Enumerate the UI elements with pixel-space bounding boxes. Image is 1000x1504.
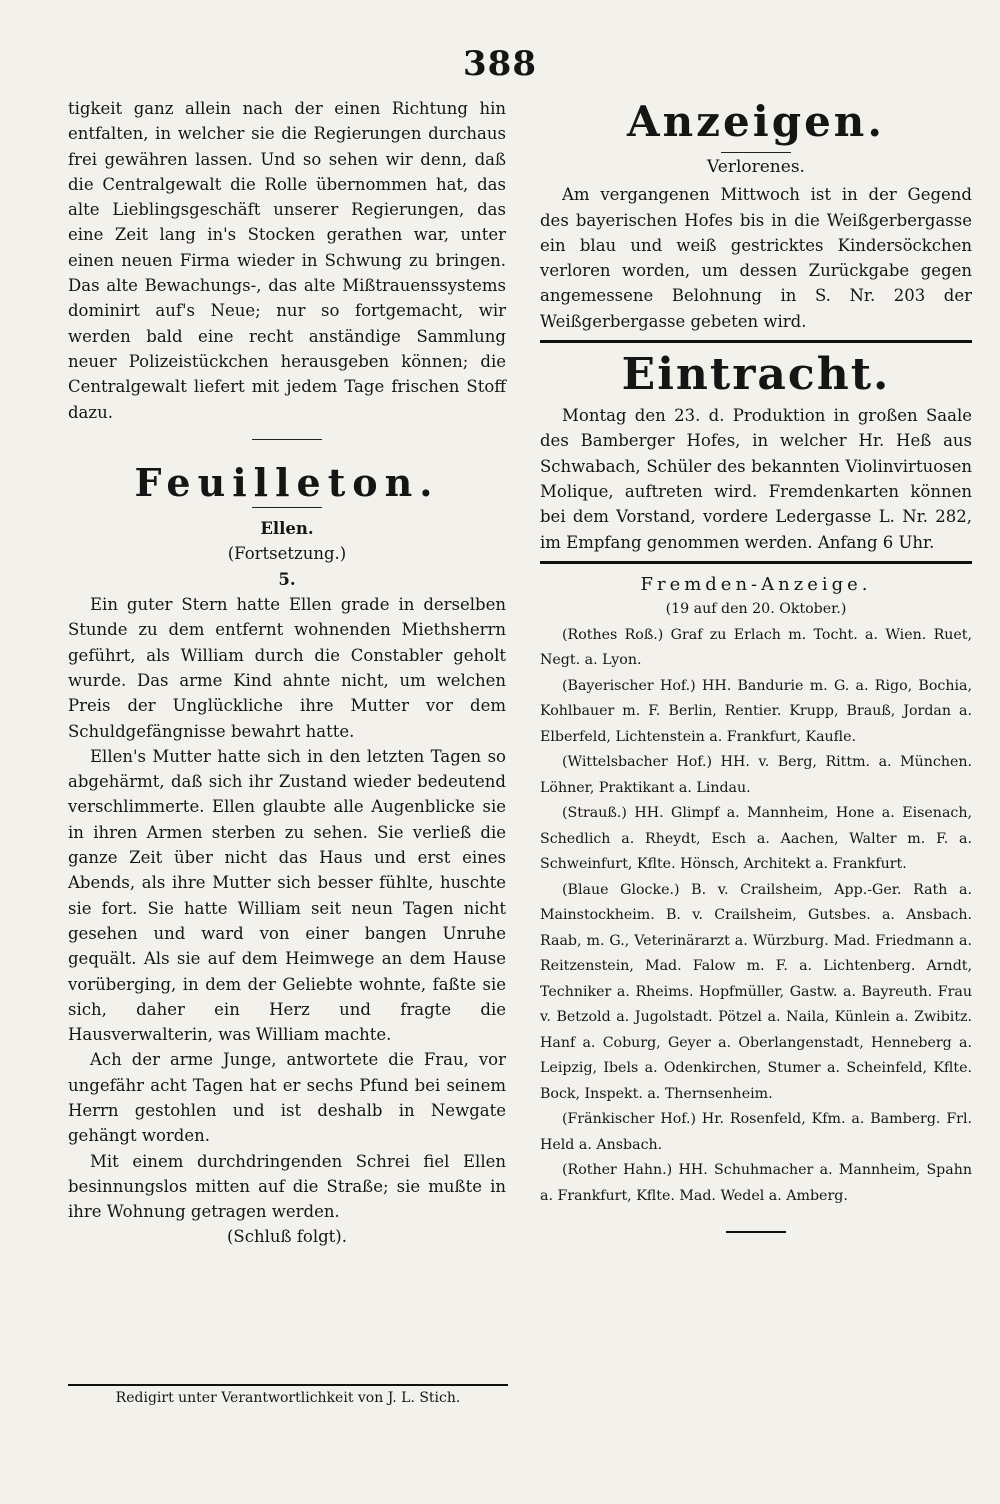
- left-column: [68, 96, 506, 1250]
- story-paragraph: Mit einem durchdringenden Schrei fiel Ellen besinnungslos mitten auf die Straße; sie mußte in ihre Wohnung getragen werden.: [68, 1151, 506, 1222]
- fremden-entry: (Blaue Glocke.) B. v. Crailsheim, App.-Ger. Rath a. Mainstockheim. B. v. Crailsheim, Gutsbes. a. Ansbach. Raab, m. G., Veterinärarzt a. Würzburg. Mad. Friedmann a. Reitzenstein, Mad. Falow m. F. a. Lichtenberg. Arndt, Techniker a. Rheims. Hopfmüller, Gastw. a. Bayreuth. Frau v. Betzold a. Jugolstadt. Pötzel a. Naila, Künlein a. Zwibitz. Hanf a. Coburg, Geyer a. Oberlangenstadt, Henneberg a. Leipzig, Ibels a. Odenkirchen, Stumer a. Scheinfeld, Kflte. Bock, Inspekt. a. Thernsenheim.: [540, 881, 972, 1102]
- continuation-note: (Fortsetzung.): [227, 544, 347, 564]
- verlorenes-heading: Verlorenes.: [707, 157, 805, 177]
- divider: [721, 152, 791, 153]
- feuilleton-title: Feuilleton.: [134, 459, 440, 505]
- fremden-entry: (Rothes Roß.) Graf zu Erlach m. Tocht. a. Wien. Ruet, Negt. a. Lyon.: [540, 626, 972, 669]
- right-column: [540, 96, 972, 1233]
- fremden-date: (19 auf den 20. Oktober.): [665, 601, 847, 618]
- fremden-entry: (Fränkischer Hof.) Hr. Rosenfeld, Kfm. a. Bamberg. Frl. Held a. Ansbach.: [540, 1111, 972, 1153]
- eintracht-title: Eintracht.: [621, 349, 891, 401]
- editor-footer: Redigirt unter Verantwortlichkeit von J. L. Stich.: [68, 1384, 508, 1406]
- fremden-entry: (Bayerischer Hof.) HH. Bandurie m. G. a. Rigo, Bochia, Kohlbauer m. F. Berlin, Rentier. Krupp, Brauß, Jordan a. Elberfeld, Lichtenstein a. Frankfurt, Kaufle.: [540, 677, 972, 745]
- fremden-entry: (Strauß.) HH. Glimpf a. Mannheim, Hone a. Eisenach, Schedlich a. Rheydt, Esch a. Aachen, Walter m. F. a. Schweinfurt, Kflte. Hönsch, Architekt a. Frankfurt.: [540, 805, 972, 873]
- divider: [252, 507, 322, 508]
- story-paragraph: Ellen's Mutter hatte sich in den letzten Tagen so abgehärmt, daß sich ihr Zustand wieder bedeutend verschlimmerte. Ellen glaubte alle Augenblicke sie in ihren Armen sterben zu sehen. Sie verließ die ganze Zeit über nicht das Haus und erst eines Abends, als ihre Mutter sich besser fühlte, huschte sie fort. Sie hatte William seit neun Tagen nicht gesehen und ward von einer bangen Unruhe gequält. Als sie auf dem Heimwege an dem Hause vorüberging, in dem der Geliebte wohnte, faßte sie sich, daher ein Herz und fragte die Hausverwalterin, was William machte.: [68, 746, 506, 1045]
- fremden-entry: (Rother Hahn.) HH. Schuhmacher a. Mannheim, Spahn a. Frankfurt, Kflte. Mad. Wedel a. Amberg.: [540, 1162, 972, 1204]
- eintracht-text: Montag den 23. d. Produktion in großen Saale des Bamberger Hofes, in welcher Hr. Heß aus Schwabach, Schüler des bekannten Violinvirtuosen Molique, auftreten wird. Fremdenkarten können bei dem Vorstand, vordere Ledergasse L. Nr. 282, im Empfang genommen werden. Anfang 6 Uhr.: [540, 406, 972, 552]
- chapter-number: 5.: [278, 569, 296, 589]
- section-rule: [540, 340, 972, 343]
- fremden-entry: (Wittelsbacher Hof.) HH. v. Berg, Rittm. a. München. Löhner, Praktikant a. Lindau.: [540, 754, 972, 796]
- story-title: Ellen.: [260, 519, 314, 539]
- fremden-title: Fremden-Anzeige.: [640, 573, 872, 595]
- section-rule: [540, 561, 972, 564]
- anzeigen-title: Anzeigen.: [627, 97, 885, 146]
- story-paragraph: Ach der arme Junge, antwortete die Frau, vor ungefähr acht Tagen hat er sechs Pfund bei seinem Herrn gestohlen und ist deshalb in Newgate gehängt worden.: [68, 1050, 506, 1146]
- story-paragraph: Ein guter Stern hatte Ellen grade in derselben Stunde zu dem entfernt wohnenden Miethsherrn geführt, als William durch die Constabler geholt wurde. Das arme Kind ahnte nicht, um welchen Preis der Unglückliche ihre Mutter vor dem Schuldgefängnisse bewahrt hatte.: [68, 595, 506, 741]
- end-rule: [726, 1231, 786, 1233]
- divider: [252, 439, 322, 440]
- page-number: 388: [463, 44, 537, 84]
- intro-paragraph: tigkeit ganz allein nach der einen Richtung hin entfalten, in welcher sie die Regierungen durchaus frei gewähren lassen. Und so sehen wir denn, daß die Centralgewalt die Rolle übernommen hat, das alte Lieblingsgeschäft unserer Regierungen, das eine Zeit lang in's Stocken gerathen war, unter einen neuen Firma wieder in Schwung zu bringen. Das alte Bewachungs-, das alte Mißtrauenssystems dominirt auf's Neue; nur so fortgemacht, wir werden bald eine recht anständige Sammlung neuer Polizeistückchen herausgeben können; die Centralgewalt liefert mit jedem Tage frischen Stoff dazu.: [68, 99, 506, 422]
- verlorenes-text: Am vergangenen Mittwoch ist in der Gegend des bayerischen Hofes bis in die Weißgerbergasse ein blau und weiß gestricktes Kindersöckchen verloren worden, um dessen Zurückgabe gegen angemessene Belohnung in S. Nr. 203 der Weißgerbergasse gebeten wird.: [540, 185, 972, 331]
- closing-note: (Schluß folgt).: [227, 1227, 347, 1247]
